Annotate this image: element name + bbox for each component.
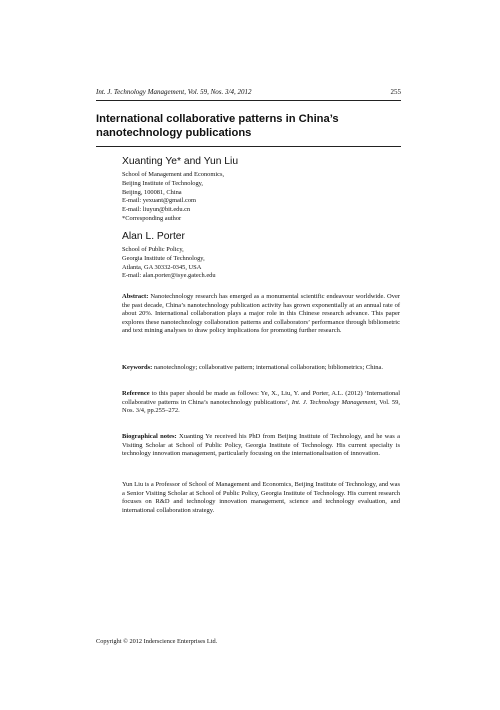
affiliation-line: Beijing, 100081, China (122, 188, 182, 196)
affiliation-line: Atlanta, GA 30332-0345, USA (122, 263, 202, 271)
affiliation-line: Beijing Institute of Technology, (122, 179, 204, 187)
journal-citation: Int. J. Technology Management, Vol. 59, Nos. 3/4, 2012 (96, 88, 252, 96)
affiliation (122, 246, 362, 281)
biographical-note-1 (122, 433, 400, 459)
reference-journal: Int. J. Technology Management (291, 398, 376, 406)
page-number: 255 (390, 88, 401, 96)
reference (122, 390, 400, 416)
reference-text: to this paper should be made as follows: Ye, X., Liu, Y. and Porter, A.L. (2012) ‘International collaborative patterns in China’s nanotechnology publications’, (122, 390, 400, 406)
reference-volume: , Vol. 59, Nos. 3/4, pp.255–272. (122, 398, 401, 414)
copyright-notice: Copyright © 2012 Inderscience Enterprises Ltd. (96, 638, 218, 645)
email-line: E-mail: alan.porter@isye.gatech.edu (122, 272, 216, 280)
header-rule (96, 100, 401, 101)
paper-title: International collaborative patterns in China’s nanotechnology publications (96, 113, 339, 139)
author-name: Alan L. Porter (122, 231, 185, 242)
abstract (122, 293, 400, 336)
affiliation-line: Georgia Institute of Technology, (122, 254, 205, 262)
affiliation-line: School of Management and Economics, (122, 171, 225, 178)
email-line: E-mail: yexuant@gmail.com (122, 197, 197, 205)
bio-label: Biographical notes: (122, 433, 177, 440)
affiliation-line: School of Public Policy, (122, 246, 184, 253)
keywords-label: Keywords: (122, 364, 153, 371)
running-head (96, 88, 401, 96)
author-names: Xuanting Ye* and Yun Liu (122, 156, 239, 167)
abstract-text: Nanotechnology research has emerged as a monumental scientific endeavour worldwide. Over the past decade, China’s nanotechnology publication activity has grown exponentially at an annual rate of about 20%. International collaboration plays a major role in this Chinese research advance. This paper explores these nanotechnology collaboration patterns and collaborators’ performance through bibliometric and text mining analyses to draw policy implications for promoting further research. (122, 293, 400, 334)
keywords (122, 364, 400, 373)
abstract-label: Abstract: (122, 293, 149, 300)
reference-label: Reference (122, 390, 150, 397)
corresponding-author-note: *Corresponding author (122, 214, 182, 222)
keywords-text: nanotechnology; collaborative pattern; international collaboration; bibliometrics; China. (153, 364, 384, 371)
bio-text: Xuanting Ye received his PhD from Beijing Institute of Technology, and he was a Visiting Scholar at School of Public Policy, Georgia Institute of Technology. His current specialty is technology innovation management, particularly focusing on the internationalisation of innovation. (122, 433, 400, 457)
author-group-2 (122, 230, 362, 281)
title-rule (96, 146, 401, 147)
affiliation (122, 171, 362, 224)
email-line: E-mail: liuyun@bit.edu.cn (122, 206, 191, 214)
author-group-1 (122, 155, 362, 224)
biographical-note-2: Yun Liu is a Professor of School of Management and Economics, Beijing Institute of Technology, and was a Senior Visiting Scholar at School of Public Policy, Georgia Institute of Technology. His current research focuses on R&D and technology innovation management, science and technology evaluation, and international collaboration strategy. (122, 481, 400, 514)
